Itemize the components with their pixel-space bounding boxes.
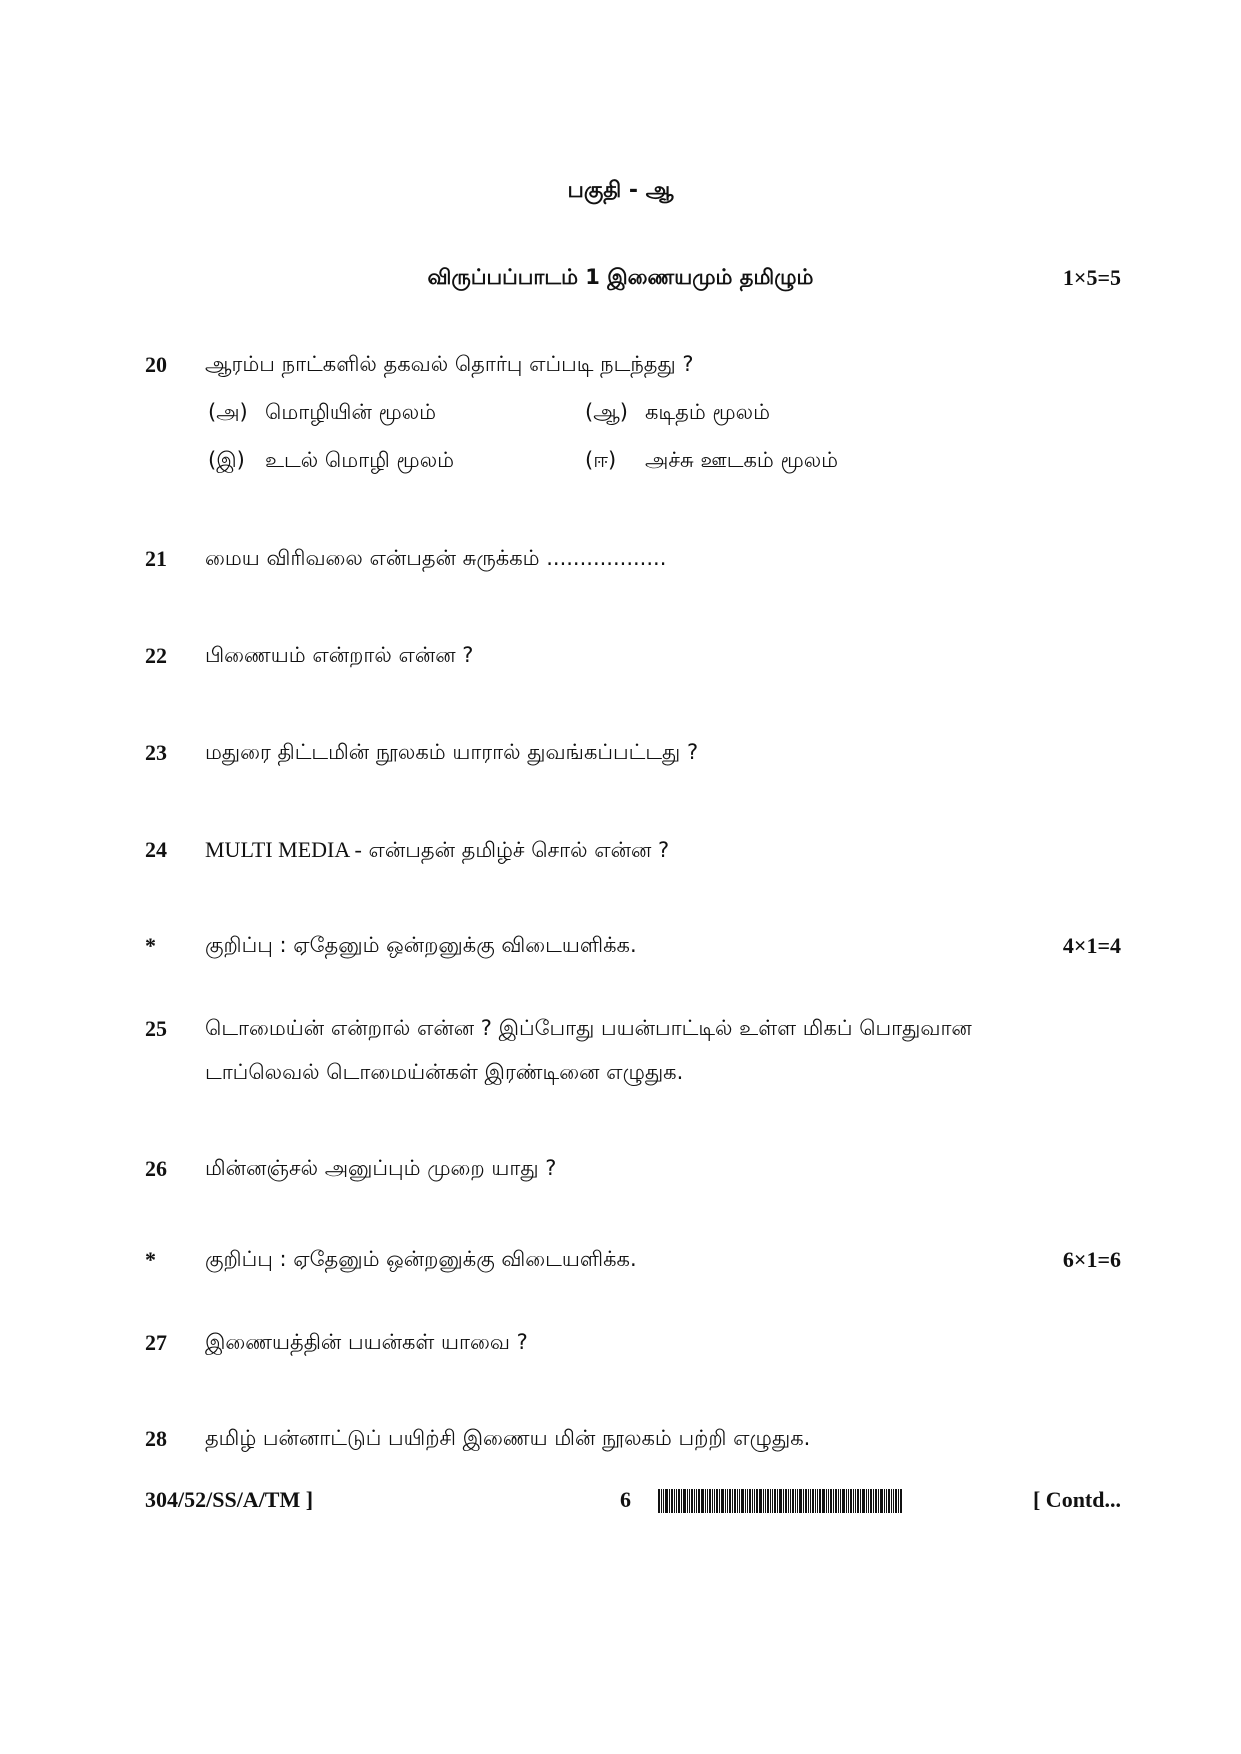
barcode-bar [705,1489,706,1513]
barcode-bar [767,1489,769,1513]
barcode-bar [857,1489,859,1513]
barcode-bar [714,1489,715,1513]
barcode-bar [678,1489,680,1513]
barcode-bar [669,1489,670,1513]
note-star: * [145,1247,156,1272]
section-title: பகுதி - ஆ [567,178,674,203]
question-number: 20 [145,352,167,377]
barcode-bar [752,1489,753,1513]
barcode-bar [893,1489,894,1513]
barcode-bar [674,1489,675,1513]
barcode-bar [754,1489,755,1513]
barcode-bar [846,1489,847,1513]
barcode-bar [790,1489,791,1513]
barcode-bar [739,1489,740,1513]
barcode-bar [719,1489,720,1513]
option-text: மொழியின் மூலம் [265,400,437,424]
barcode-bar [826,1489,827,1513]
question-number: 28 [145,1426,167,1451]
contd-label: [ Contd... [1032,1487,1121,1512]
barcode-bar [833,1489,834,1513]
question-text: தமிழ் பன்னாட்டுப் பயிற்சி இணைய மின் நூலகம் பற்றி எழுதுக. [205,1426,811,1450]
barcode-bar [891,1489,892,1513]
question-text: ஆரம்ப நாட்களில் தகவல் தொர்பு எப்படி நடந்தது ? [205,352,694,376]
question-number: 27 [145,1330,167,1355]
question-text: மின்னஞ்சல் அனுப்பும் முறை யாது ? [205,1156,557,1180]
barcode-bar [842,1489,845,1513]
barcode-bar [860,1489,861,1513]
barcode-bar [747,1489,748,1513]
barcode-bar [749,1489,751,1513]
option-text: அச்சு ஊடகம் மூலம் [645,448,839,472]
question-number: 24 [145,837,167,862]
question-text: மைய விரிவலை என்பதன் சுருக்கம் .................. [205,546,667,570]
barcode-bar [687,1489,688,1513]
barcode-bar [835,1489,837,1513]
barcode-bar [817,1489,818,1513]
barcode-bar [884,1489,885,1513]
barcode-bar [741,1489,744,1513]
option-label: (ஈ) [585,448,617,472]
barcode-bar [895,1489,897,1513]
barcode-bar [805,1489,807,1513]
barcode-bar [698,1489,700,1513]
question-body: என்பதன் தமிழ்ச் சொல் என்ன ? [368,838,670,862]
option-label: (இ) [208,448,245,472]
barcode-bar [868,1489,869,1513]
barcode-bar [803,1489,804,1513]
question-number: 23 [145,740,167,765]
barcode-bar [763,1489,764,1513]
barcode [658,1489,903,1513]
option-text: கடிதம் மூலம் [645,400,770,424]
note-marks: 4×1=4 [1062,933,1121,958]
barcode-bar [783,1489,784,1513]
barcode-bar [777,1489,778,1513]
barcode-bar [765,1489,766,1513]
barcode-bar [840,1489,841,1513]
barcode-bar [774,1489,776,1513]
barcode-bar [873,1489,874,1513]
barcode-bar [900,1489,902,1513]
barcode-bar [848,1489,849,1513]
question-number: 21 [145,546,167,571]
elective-title: விருப்பப்பாடம் 1 இணையமும் தமிழும் [427,265,814,289]
question-text [205,837,669,865]
barcode-bar [808,1489,809,1513]
question-number: 25 [145,1016,167,1041]
barcode-bar [810,1489,811,1513]
barcode-bar [759,1489,762,1513]
paper-code: 304/52/SS/A/TM ] [145,1487,314,1512]
barcode-bar [815,1489,816,1513]
barcode-bar [681,1489,682,1513]
page-number: 6 [620,1487,631,1512]
barcode-bar [785,1489,787,1513]
barcode-bar [838,1489,839,1513]
barcode-bar [822,1489,825,1513]
elective-marks: 1×5=5 [1062,265,1121,290]
question-text: மதுரை திட்டமின் நூலகம் யாரால் துவங்கப்பட்டது ? [205,740,699,764]
barcode-bar [721,1489,724,1513]
note-text: குறிப்பு : ஏதேனும் ஒன்றனுக்கு விடையளிக்க. [205,933,637,957]
barcode-bar [745,1489,746,1513]
barcode-bar [862,1489,865,1513]
question-text: இணையத்தின் பயன்கள் யாவை ? [205,1330,528,1354]
barcode-bar [689,1489,690,1513]
option-label: (ஆ) [585,400,628,424]
barcode-bar [880,1489,883,1513]
barcode-bar [886,1489,887,1513]
barcode-bar [830,1489,832,1513]
barcode-bar [855,1489,856,1513]
barcode-bar [850,1489,852,1513]
barcode-bar [707,1489,708,1513]
barcode-bar [737,1489,738,1513]
barcode-bar [819,1489,821,1513]
question-prefix: MULTI MEDIA - [205,837,362,862]
barcode-bar [732,1489,733,1513]
barcode-bar [799,1489,802,1513]
barcode-bar [734,1489,736,1513]
barcode-bar [853,1489,854,1513]
barcode-bar [663,1489,664,1513]
barcode-bar [716,1489,718,1513]
barcode-bar [727,1489,728,1513]
barcode-bar [898,1489,899,1513]
note-text: குறிப்பு : ஏதேனும் ஒன்றனுக்கு விடையளிக்க. [205,1247,637,1271]
barcode-bar [696,1489,697,1513]
barcode-bar [676,1489,677,1513]
barcode-bar [709,1489,711,1513]
option-text: உடல் மொழி மூலம் [265,448,455,472]
barcode-bar [866,1489,867,1513]
barcode-bar [792,1489,794,1513]
barcode-bar [875,1489,877,1513]
barcode-bar [828,1489,829,1513]
barcode-bar [772,1489,773,1513]
note-star: * [145,933,156,958]
note-marks: 6×1=6 [1062,1247,1121,1272]
barcode-bar [701,1489,704,1513]
barcode-bar [756,1489,758,1513]
barcode-bar [691,1489,693,1513]
barcode-bar [665,1489,668,1513]
question-text-line2: டாப்லெவல் டொமைய்ன்கள் இரண்டினை எழுதுக. [205,1060,684,1084]
barcode-bar [770,1489,771,1513]
barcode-bar [795,1489,796,1513]
question-number: 22 [145,643,167,668]
barcode-bar [878,1489,879,1513]
barcode-bar [812,1489,814,1513]
question-text-line1: டொமைய்ன் என்றால் என்ன ? இப்போது பயன்பாட்டில் உள்ள மிகப் பொதுவான [205,1016,972,1040]
option-label: (அ) [208,400,248,424]
barcode-bar [671,1489,673,1513]
question-number: 26 [145,1156,167,1181]
barcode-bar [779,1489,782,1513]
barcode-bar [712,1489,713,1513]
question-text: பிணையம் என்றால் என்ன ? [205,643,474,667]
barcode-bar [658,1489,660,1513]
barcode-bar [661,1489,662,1513]
barcode-bar [725,1489,726,1513]
barcode-bar [888,1489,890,1513]
barcode-bar [729,1489,731,1513]
barcode-bar [797,1489,798,1513]
barcode-bar [694,1489,695,1513]
barcode-bar [683,1489,686,1513]
barcode-bar [788,1489,789,1513]
barcode-bar [870,1489,872,1513]
